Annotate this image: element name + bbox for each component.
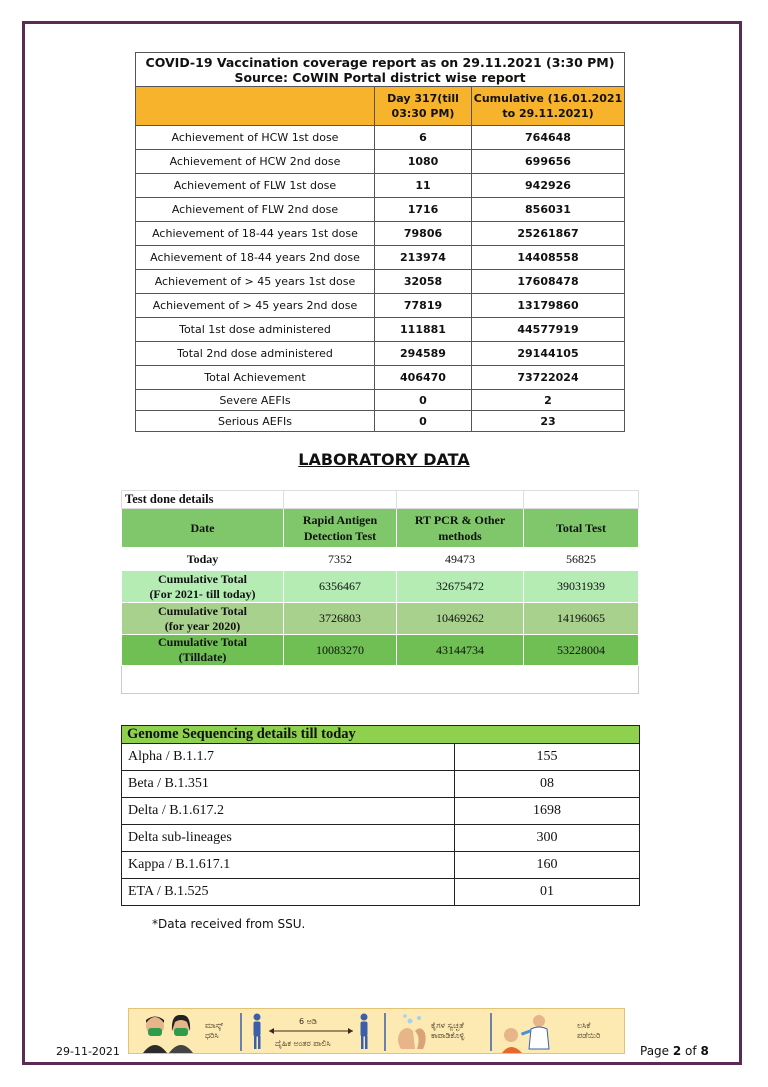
genome-heading: Genome Sequencing details till today <box>122 726 640 744</box>
lab-caption: Test done details <box>122 491 284 509</box>
table-row: Cumulative Total (For 2021- till today) 6356467 32675472 39031939 <box>122 571 639 603</box>
table-row: Achievement of > 45 years 2nd dose 77819 13179860 <box>136 294 625 318</box>
data-source-note: *Data received from SSU. <box>152 917 306 931</box>
col-rapid: Rapid Antigen Detection Test <box>284 509 397 548</box>
table-row: Delta / B.1.617.2 1698 <box>122 798 640 825</box>
hand-wash-icon <box>398 1014 426 1049</box>
col-rtpcr: RT PCR & Other methods <box>397 509 524 548</box>
table-row: Delta sub-lineages 300 <box>122 825 640 852</box>
table-row: Kappa / B.1.617.1 160 <box>122 852 640 879</box>
col-date: Date <box>122 509 284 548</box>
table-row: Achievement of > 45 years 1st dose 32058 17608478 <box>136 270 625 294</box>
vaccination-table <box>135 52 625 432</box>
table-row: Cumulative Total (Tilldate) 10083270 43144734 53228004 <box>122 635 639 666</box>
table-row: Alpha / B.1.1.7 155 <box>122 744 640 771</box>
table-row: Serious AEFIs 0 23 <box>136 411 625 432</box>
table-row: Total 1st dose administered 111881 44577919 <box>136 318 625 342</box>
table-row: Severe AEFIs 0 2 <box>136 390 625 411</box>
table-row: Total 2nd dose administered 294589 29144105 <box>136 342 625 366</box>
table-row: Achievement of 18-44 years 2nd dose 213974 14408558 <box>136 246 625 270</box>
col-total: Total Test <box>524 509 639 548</box>
table-row: Achievement of 18-44 years 1st dose 79806 25261867 <box>136 222 625 246</box>
header-day: Day 317(till 03:30 PM) <box>375 87 472 126</box>
genome-table <box>121 725 640 906</box>
table-row: Achievement of HCW 1st dose 6 764648 <box>136 126 625 150</box>
header-blank <box>136 87 375 126</box>
masked-faces-icon <box>143 1015 193 1053</box>
table-row: Achievement of FLW 1st dose 11 942926 <box>136 174 625 198</box>
vaccination-icon <box>502 1015 549 1053</box>
lab-table <box>121 490 639 694</box>
table-row: Total Achievement 406470 73722024 <box>136 366 625 390</box>
footer-date: 29-11-2021 <box>56 1045 120 1058</box>
banner-illustration <box>129 1009 626 1055</box>
page-number: Page 2 of 8 <box>640 1044 709 1058</box>
table-row: Today 7352 49473 56825 <box>122 548 639 571</box>
table-row: Cumulative Total (for year 2020) 3726803 10469262 14196065 <box>122 603 639 635</box>
table-row: Achievement of HCW 2nd dose 1080 699656 <box>136 150 625 174</box>
table-row: Achievement of FLW 2nd dose 1716 856031 <box>136 198 625 222</box>
header-cumulative: Cumulative (16.01.2021 to 29.11.2021) <box>472 87 625 126</box>
table-row: ETA / B.1.525 01 <box>122 879 640 906</box>
vaccination-title: COVID-19 Vaccination coverage report as on 29.11.2021 (3:30 PM) Source: CoWIN Portal district wise report <box>136 53 625 87</box>
lab-heading: LABORATORY DATA <box>298 450 470 469</box>
covid-guidelines-banner: ಮಾಸ್ಕ್ ಧರಿಸಿ 6 ಅಡಿ ದೈಹಿಕ ಅಂತರ ಪಾಲಿಸಿ ಕೈಗಳ ಸ್ವಚ್ಛತೆ ಕಾಪಾಡಿಕೊಳ್ಳಿ ಲಸಿಕೆ ಪಡೆಯಿರಿ <box>128 1008 625 1054</box>
table-row: Beta / B.1.351 08 <box>122 771 640 798</box>
